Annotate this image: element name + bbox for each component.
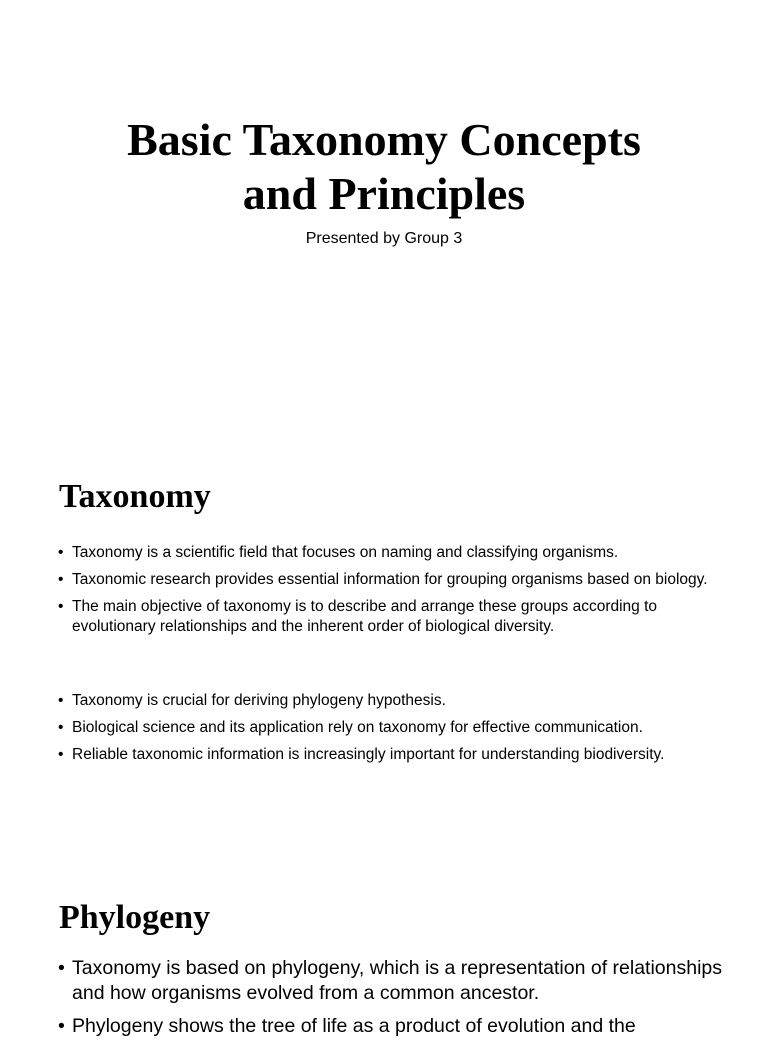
list-item-text: Phylogeny shows the tree of life as a product of evolution and the [72,1015,636,1037]
bullet-dot: • [58,544,64,561]
list-item [58,691,718,711]
list-item-text: The main objective of taxonomy is to describe and arrange these groups according to evolutionary relationships and the inherent order of biological diversity. [72,598,658,635]
list-item [58,956,738,1006]
list-item-text: Biological science and its application rely on taxonomy for effective communication. [72,719,643,736]
phylogeny-bullet-list [58,956,738,1047]
title-line-1: Basic Taxonomy Concepts [127,114,641,165]
list-item [58,718,718,738]
phylogeny-heading: Phylogeny [59,899,211,936]
list-item-text: Taxonomy is based on phylogeny, which is a representation of relationships and how organisms evolved from a common ancestor. [72,957,723,1004]
taxonomy-bullet-list-2 [58,691,718,772]
list-item [58,597,718,637]
list-item-text: Reliable taxonomic information is increasingly important for understanding biodiversity. [72,746,665,763]
bullet-dot: • [58,692,64,709]
presentation-subtitle: Presented by Group 3 [305,230,463,247]
bullet-dot: • [58,571,64,588]
list-item-text: Taxonomy is crucial for deriving phylogeny hypothesis. [72,692,446,709]
bullet-dot: • [58,1015,65,1037]
taxonomy-bullet-list-1 [58,543,718,644]
list-item-text: Taxonomy is a scientific field that focuses on naming and classifying organisms. [72,544,619,561]
taxonomy-heading: Taxonomy [59,478,211,515]
list-item [58,543,718,563]
list-item-text: Taxonomic research provides essential information for grouping organisms based on biology. [72,571,708,588]
bullet-dot: • [58,598,64,615]
presentation-title [0,113,768,221]
list-item [58,745,718,765]
bullet-dot: • [58,746,64,763]
list-item [58,570,718,590]
bullet-dot: • [58,957,65,979]
list-item [58,1014,738,1039]
title-line-2: and Principles [242,168,526,219]
bullet-dot: • [58,719,64,736]
